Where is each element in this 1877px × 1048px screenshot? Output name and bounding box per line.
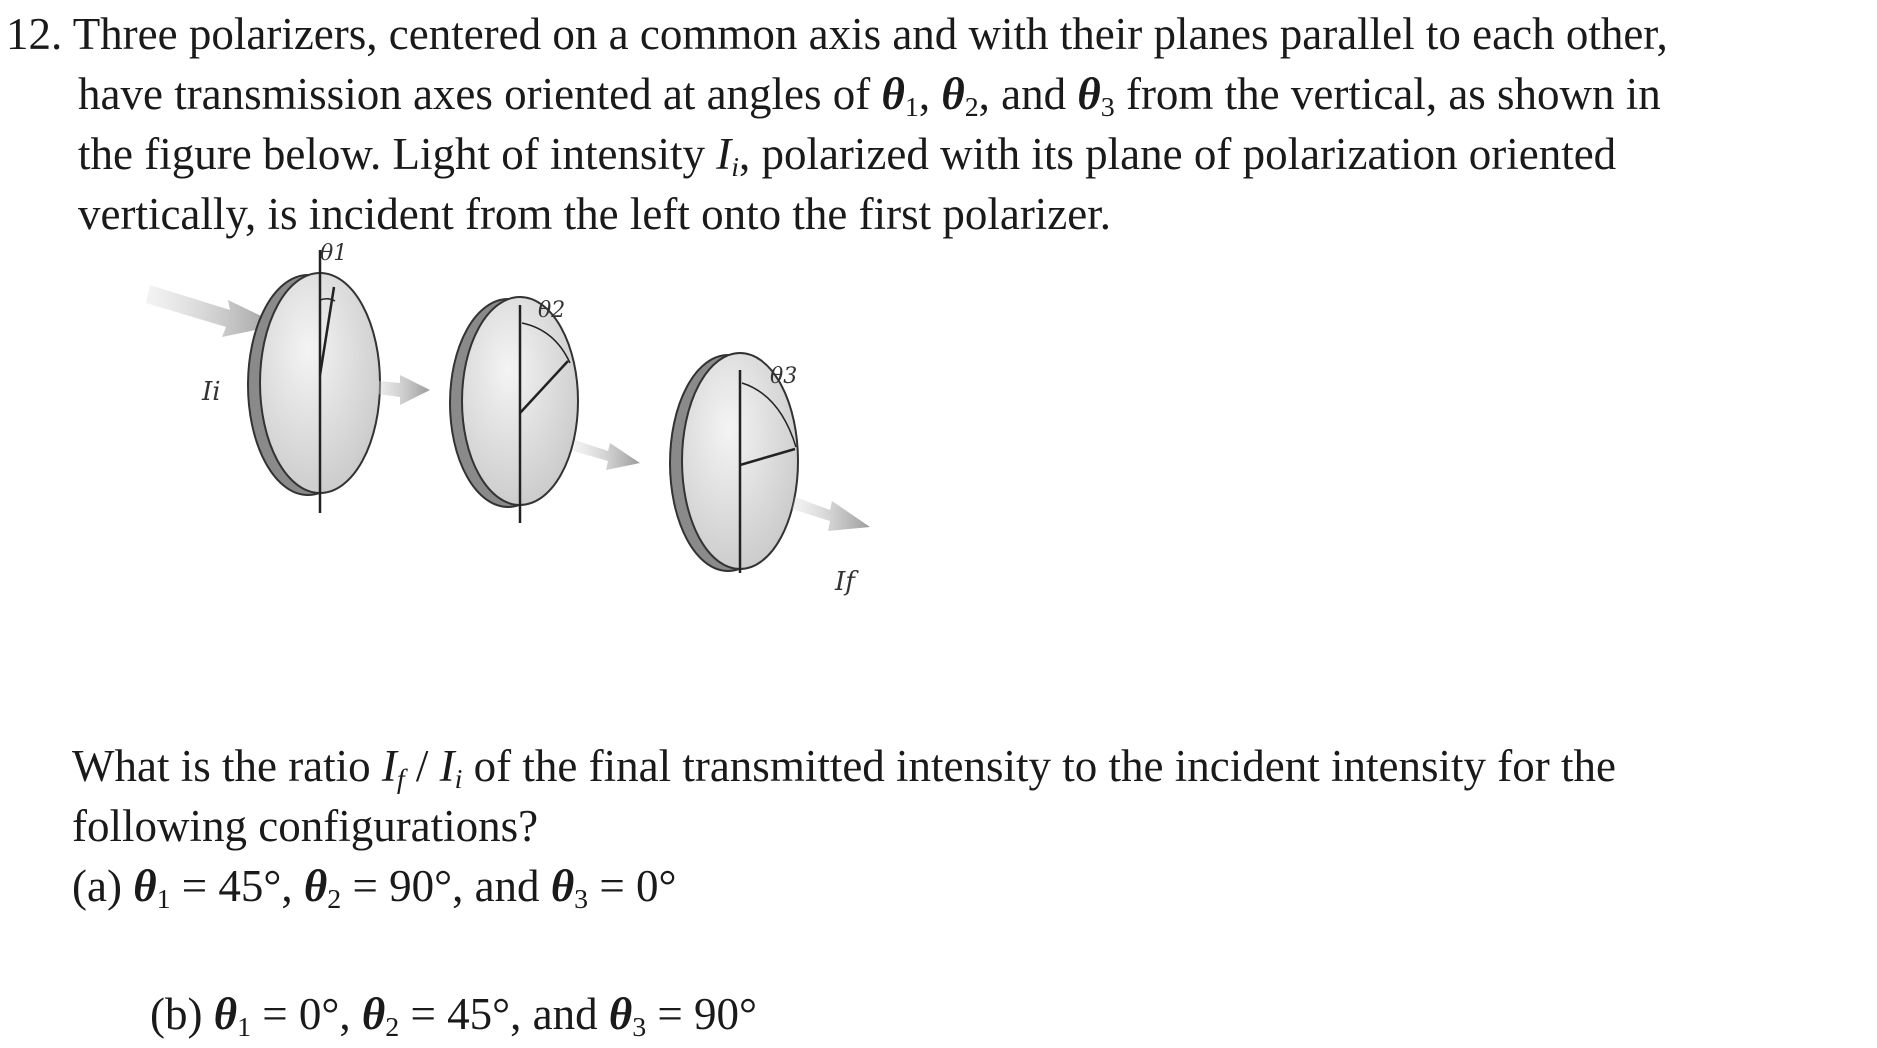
label-theta3: θ3 <box>770 364 798 389</box>
theta-symbol: θ <box>361 989 386 1039</box>
subscript: 1 <box>904 91 919 123</box>
text-span: from the vertical, as shown in <box>1114 69 1661 119</box>
problem-line-1 <box>6 4 1866 64</box>
text-span: = 45°, <box>170 861 304 911</box>
subscript: 3 <box>574 883 589 915</box>
text-span: , <box>918 69 942 119</box>
subscript: i <box>731 151 739 183</box>
theta-symbol: θ <box>881 69 905 119</box>
subscript: 1 <box>156 883 171 915</box>
problem-statement <box>6 4 1866 244</box>
text-span: = 0°, <box>251 989 362 1039</box>
problem-line-3 <box>6 124 1866 184</box>
intensity-symbol: I <box>716 129 732 179</box>
question-line-2 <box>72 796 1862 856</box>
subscript: 2 <box>964 91 979 123</box>
text-span: , polarized with its plane of polarization oriented <box>738 129 1617 179</box>
polarizer-2 <box>450 297 578 523</box>
problem-line-4 <box>6 184 1866 244</box>
problem-number: 12. <box>6 9 63 59</box>
subscript: 1 <box>237 1011 252 1043</box>
text-span: of the final transmitted intensity to the incident intensity for the <box>462 741 1616 791</box>
subscript: 3 <box>632 1011 647 1043</box>
label-theta1: θ1 <box>320 241 348 266</box>
label-incident-intensity: Ii <box>202 377 221 407</box>
label-theta2: θ2 <box>538 298 566 323</box>
polarizer-1 <box>248 250 380 513</box>
theta-symbol: θ <box>303 861 328 911</box>
subscript: 2 <box>385 1011 400 1043</box>
polarizer-figure <box>130 241 1090 735</box>
theta-symbol: θ <box>941 69 965 119</box>
part-label: (b) <box>150 989 214 1039</box>
problem-text-1: Three polarizers, centered on a common axis and with their planes parallel to each other, <box>72 9 1668 59</box>
text-span: = 0° <box>588 861 677 911</box>
text-span: , and <box>978 69 1078 119</box>
subscript: 3 <box>1100 91 1115 123</box>
part-a <box>72 860 677 915</box>
subscript: 2 <box>327 883 342 915</box>
theta-symbol: θ <box>133 861 157 911</box>
text-span: the figure below. Light of intensity <box>78 129 717 179</box>
part-b <box>150 988 758 1043</box>
theta-symbol: θ <box>1077 69 1101 119</box>
transmitted-beam-arrow <box>792 497 870 531</box>
subscript: f <box>396 763 405 795</box>
part-label: (a) <box>72 861 134 911</box>
problem-line-2 <box>6 64 1866 124</box>
text-span: following configurations? <box>72 801 539 851</box>
question-text <box>72 736 1862 856</box>
text-span: have transmission axes oriented at angles of <box>78 69 882 119</box>
intensity-symbol: I <box>381 741 397 791</box>
theta-symbol: θ <box>608 989 633 1039</box>
label-final-intensity: If <box>835 567 855 597</box>
subscript: i <box>454 763 463 795</box>
text-span: / <box>404 741 440 791</box>
theta-symbol: θ <box>213 989 238 1039</box>
intensity-symbol: I <box>439 741 455 791</box>
theta-symbol: θ <box>550 861 575 911</box>
text-span: = 90° <box>646 989 758 1039</box>
text-span: vertically, is incident from the left onto the first polarizer. <box>78 189 1112 239</box>
question-line-1 <box>72 736 1862 796</box>
text-span: What is the ratio <box>72 741 382 791</box>
beam-arrow-2 <box>573 440 640 470</box>
text-span: = 90°, and <box>341 861 551 911</box>
text-span: = 45°, and <box>399 989 609 1039</box>
